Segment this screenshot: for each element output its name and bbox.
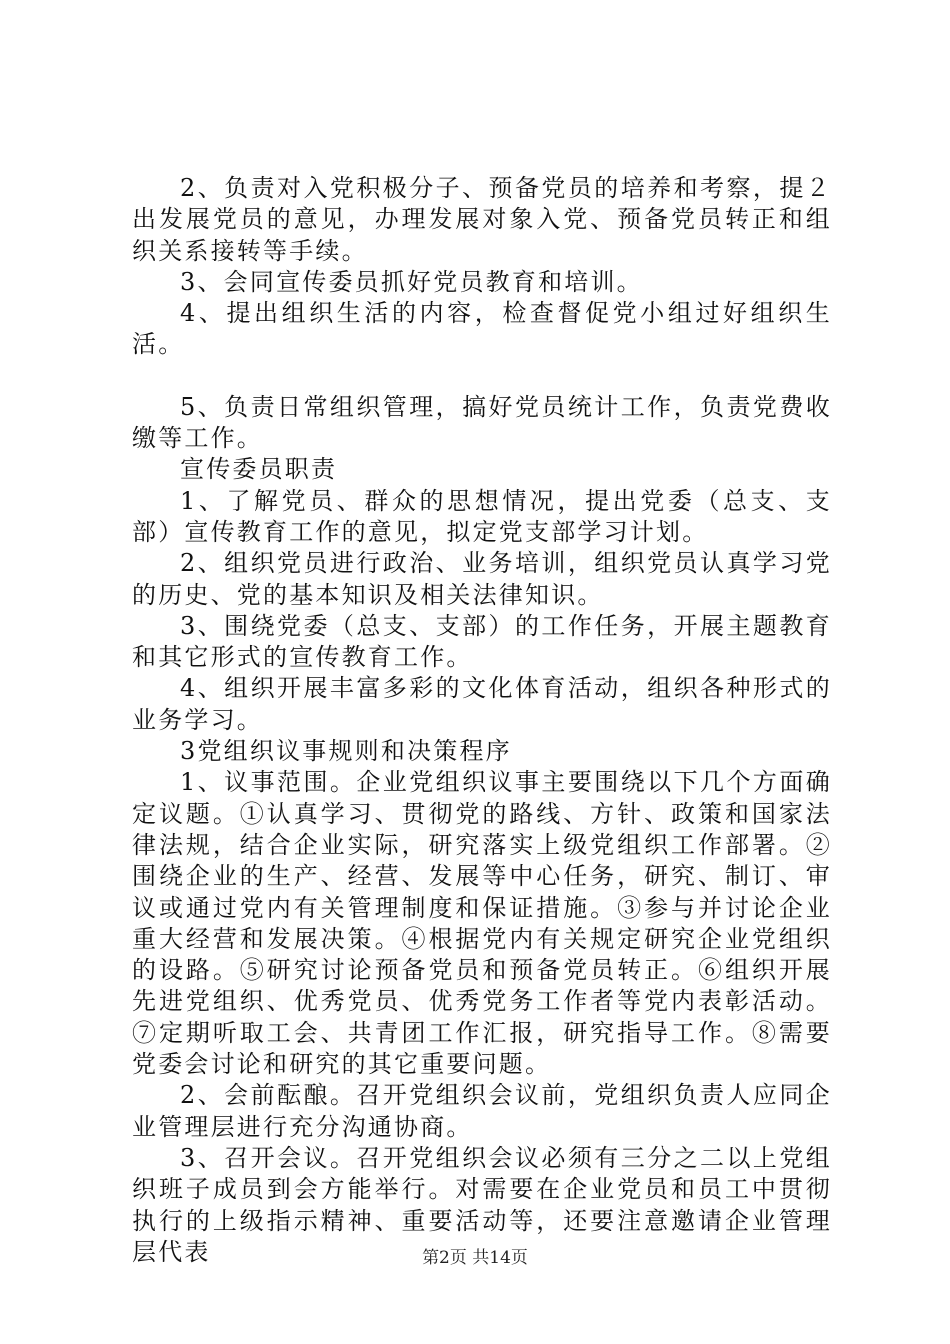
- paragraph: 3、召开会议。召开党组织会议必须有三分之二以上党组织班子成员到会方能举行。对需要在企业党员和员工中贯彻执行的上级指示精神、重要活动等，还要注意邀请企业管理层代表: [132, 1143, 832, 1266]
- paragraph: 2、组织党员进行政治、业务培训，组织党员认真学习党的历史、党的基本知识及相关法律知识。: [132, 549, 832, 609]
- paragraph: 2、会前酝酿。召开党组织会议前，党组织负责人应同企业管理层进行充分沟通协商。: [132, 1081, 832, 1141]
- paragraph: 1、议事范围。企业党组织议事主要围绕以下几个方面确定议题。①认真学习、贯彻党的路线、方针、政策和国家法律法规，结合企业实际，研究落实上级党组织工作部署。②围绕企业的生产、经营、发展等中心任务，研究、制订、审议或通过党内有关管理制度和保证措施。③参与并讨论企业重大经营和发展决策。④根据党内有关规定研究企业党组织的设路。⑤研究讨论预备党员和预备党员转正。⑥组织开展先进党组织、优秀党员、优秀党务工作者等党内表彰活动。⑦定期听取工会、共青团工作汇报，研究指导工作。⑧需要党委会讨论和研究的其它重要问题。: [132, 768, 832, 1079]
- page-footer: 第2页 共14页: [422, 1248, 528, 1268]
- paragraph: 5、负责日常组织管理，搞好党员统计工作，负责党费收缴等工作。: [132, 392, 832, 453]
- paragraph: 4、提出组织生活的内容，检查督促党小组过好组织生活。: [132, 299, 832, 359]
- paragraph: 2、负责对入党积极分子、预备党员的培养和考察，提２出发展党员的意见，办理发展对象入党、预备党员转正和组织关系接转等手续。: [132, 174, 832, 265]
- paragraph: 4、组织开展丰富多彩的文化体育活动，组织各种形式的业务学习。: [132, 674, 832, 734]
- paragraph: 1、了解党员、群众的思想情况，提出党委（总支、支部）宣传教育工作的意见，拟定党支部学习计划。: [132, 486, 832, 546]
- document-body: [132, 173, 832, 1268]
- section-heading: 宣传委员职责: [180, 455, 338, 484]
- paragraph: 3、会同宣传委员抓好党员教育和培训。: [180, 267, 643, 296]
- section-heading: 3党组织议事规则和决策程序: [180, 737, 512, 766]
- paragraph: 3、围绕党委（总支、支部）的工作任务，开展主题教育和其它形式的宣传教育工作。: [132, 611, 832, 672]
